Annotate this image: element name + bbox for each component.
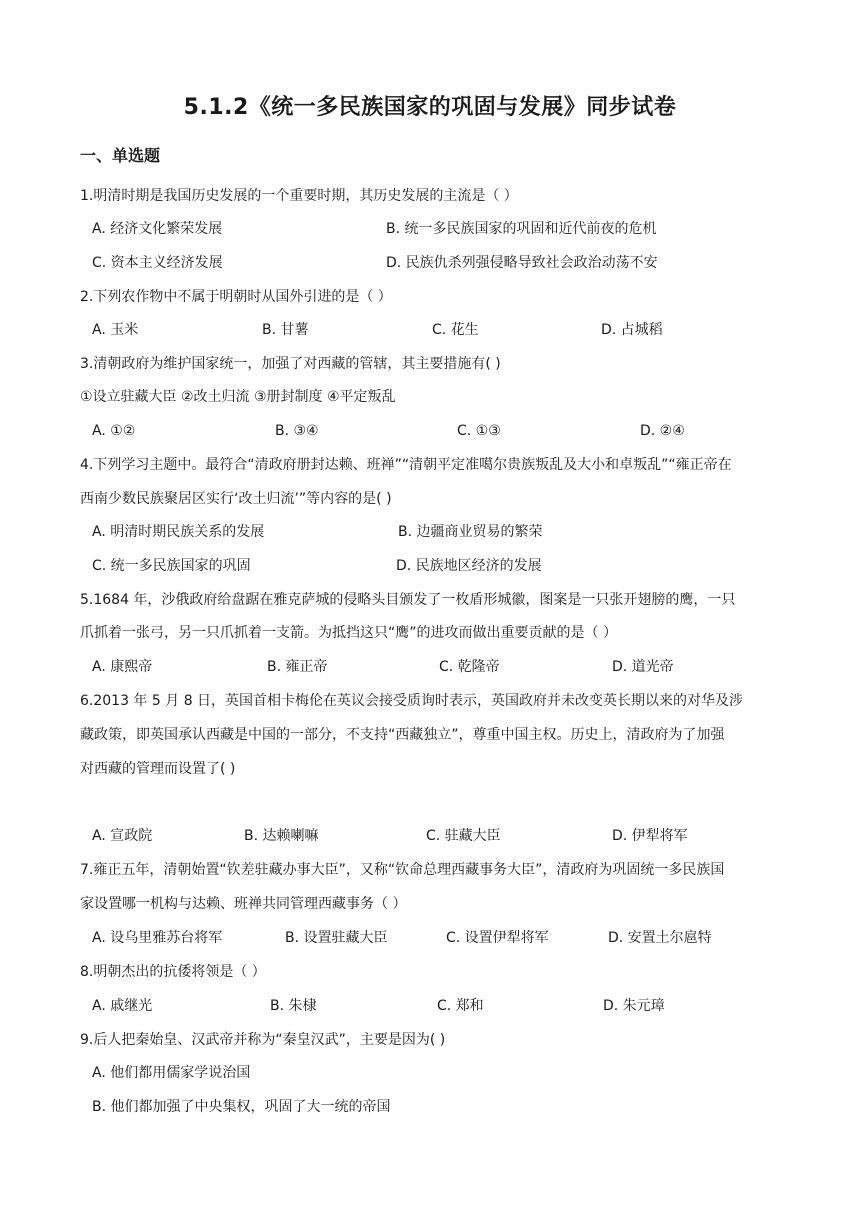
question-1-option-b[interactable]: B. 统一多民族国家的巩固和近代前夜的危机 xyxy=(386,221,657,237)
question-9-option-b[interactable]: B. 他们都加强了中央集权，巩固了大一统的帝国 xyxy=(92,1099,391,1115)
question-6-option-d[interactable]: D. 伊犁将军 xyxy=(612,828,688,844)
question-8-stem: 8.明朝杰出的抗倭将领是（ ） xyxy=(80,964,266,980)
question-5-option-c[interactable]: C. 乾隆帝 xyxy=(439,659,500,675)
question-7-option-d[interactable]: D. 安置土尔扈特 xyxy=(608,930,712,946)
question-7-stem-line-1: 7.雍正五年，清朝始置“钦差驻藏办事大臣”，又称“钦命总理西藏事务大臣”，清政府为巩固统一多民族国 xyxy=(80,862,725,878)
question-3-items: ①设立驻藏大臣 ②改土归流 ③册封制度 ④平定叛乱 xyxy=(80,389,396,405)
question-2-option-b[interactable]: B. 甘薯 xyxy=(262,322,309,338)
question-6-stem-line-2: 藏政策，即英国承认西藏是中国的一部分，不支持“西藏独立”，尊重中国主权。历史上，清政府为了加强 xyxy=(80,727,725,743)
question-4-option-d[interactable]: D. 民族地区经济的发展 xyxy=(396,558,542,574)
question-4-stem-line-1: 4.下列学习主题中。最符合“清政府册封达赖、班禅”“清朝平定准噶尔贵族叛乱及大小和卓叛乱”“雍正帝在 xyxy=(80,457,732,473)
question-1-stem: 1.明清时期是我国历史发展的一个重要时期，其历史发展的主流是（ ） xyxy=(80,188,518,204)
question-8-option-c[interactable]: C. 郑和 xyxy=(437,998,484,1014)
question-6-stem-line-3: 对西藏的管理而设置了( ) xyxy=(80,761,236,777)
question-6-option-b[interactable]: B. 达赖喇嘛 xyxy=(244,828,319,844)
question-7-option-b[interactable]: B. 设置驻藏大臣 xyxy=(285,930,388,946)
question-1-option-c[interactable]: C. 资本主义经济发展 xyxy=(92,255,223,271)
question-3-stem: 3.清朝政府为维护国家统一，加强了对西藏的管辖，其主要措施有( ) xyxy=(80,356,501,372)
question-3-option-a[interactable]: A. ①② xyxy=(92,423,136,439)
section-heading: 一、单选题 xyxy=(80,146,161,165)
question-3-option-c[interactable]: C. ①③ xyxy=(457,423,501,439)
question-5-stem-line-2: 爪抓着一张弓，另一只爪抓着一支箭。为抵挡这只“鹰”的进攻而做出重要贡献的是（ ） xyxy=(80,625,617,641)
question-7-option-a[interactable]: A. 设乌里雅苏台将军 xyxy=(92,930,223,946)
question-8-option-d[interactable]: D. 朱元璋 xyxy=(603,998,665,1014)
question-4-option-b[interactable]: B. 边疆商业贸易的繁荣 xyxy=(398,524,543,540)
question-5-option-b[interactable]: B. 雍正帝 xyxy=(267,659,328,675)
question-2-option-c[interactable]: C. 花生 xyxy=(432,322,479,338)
question-9-option-a[interactable]: A. 他们都用儒家学说治国 xyxy=(92,1065,251,1081)
question-4-option-c[interactable]: C. 统一多民族国家的巩固 xyxy=(92,558,251,574)
question-8-option-b[interactable]: B. 朱棣 xyxy=(270,998,317,1014)
question-7-stem-line-2: 家设置哪一机构与达赖、班禅共同管理西藏事务（ ） xyxy=(80,896,407,912)
page-title: 5.1.2《统一多民族国家的巩固与发展》同步试卷 xyxy=(183,95,677,120)
question-3-option-b[interactable]: B. ③④ xyxy=(275,423,319,439)
question-2-option-d[interactable]: D. 占城稻 xyxy=(601,322,663,338)
question-8-option-a[interactable]: A. 戚继光 xyxy=(92,998,153,1014)
question-9-stem: 9.后人把秦始皇、汉武帝并称为“秦皇汉武”，主要是因为( ) xyxy=(80,1032,446,1048)
question-3-option-d[interactable]: D. ②④ xyxy=(640,423,685,439)
question-5-option-d[interactable]: D. 道光帝 xyxy=(612,659,674,675)
question-7-option-c[interactable]: C. 设置伊犁将军 xyxy=(446,930,549,946)
question-6-option-a[interactable]: A. 宣政院 xyxy=(92,828,153,844)
question-5-stem-line-1: 5.1684 年，沙俄政府给盘踞在雅克萨城的侵略头目颁发了一枚盾形城徽，图案是一只张开翅膀的鹰，一只 xyxy=(80,592,736,608)
question-2-option-a[interactable]: A. 玉米 xyxy=(92,322,139,338)
question-6-option-c[interactable]: C. 驻藏大臣 xyxy=(426,828,501,844)
question-2-stem: 2.下列农作物中不属于明朝时从国外引进的是（ ） xyxy=(80,289,392,305)
question-4-option-a[interactable]: A. 明清时期民族关系的发展 xyxy=(92,524,265,540)
question-5-option-a[interactable]: A. 康熙帝 xyxy=(92,659,153,675)
question-4-stem-line-2: 西南少数民族聚居区实行‘改土归流’”等内容的是( ) xyxy=(80,491,392,507)
question-6-stem-line-1: 6.2013 年 5 月 8 日，英国首相卡梅伦在英议会接受质询时表示，英国政府并未改变英长期以来的对华及涉 xyxy=(80,693,744,709)
question-1-option-d[interactable]: D. 民族仇杀列强侵略导致社会政治动荡不安 xyxy=(386,255,658,271)
question-1-option-a[interactable]: A. 经济文化繁荣发展 xyxy=(92,221,223,237)
